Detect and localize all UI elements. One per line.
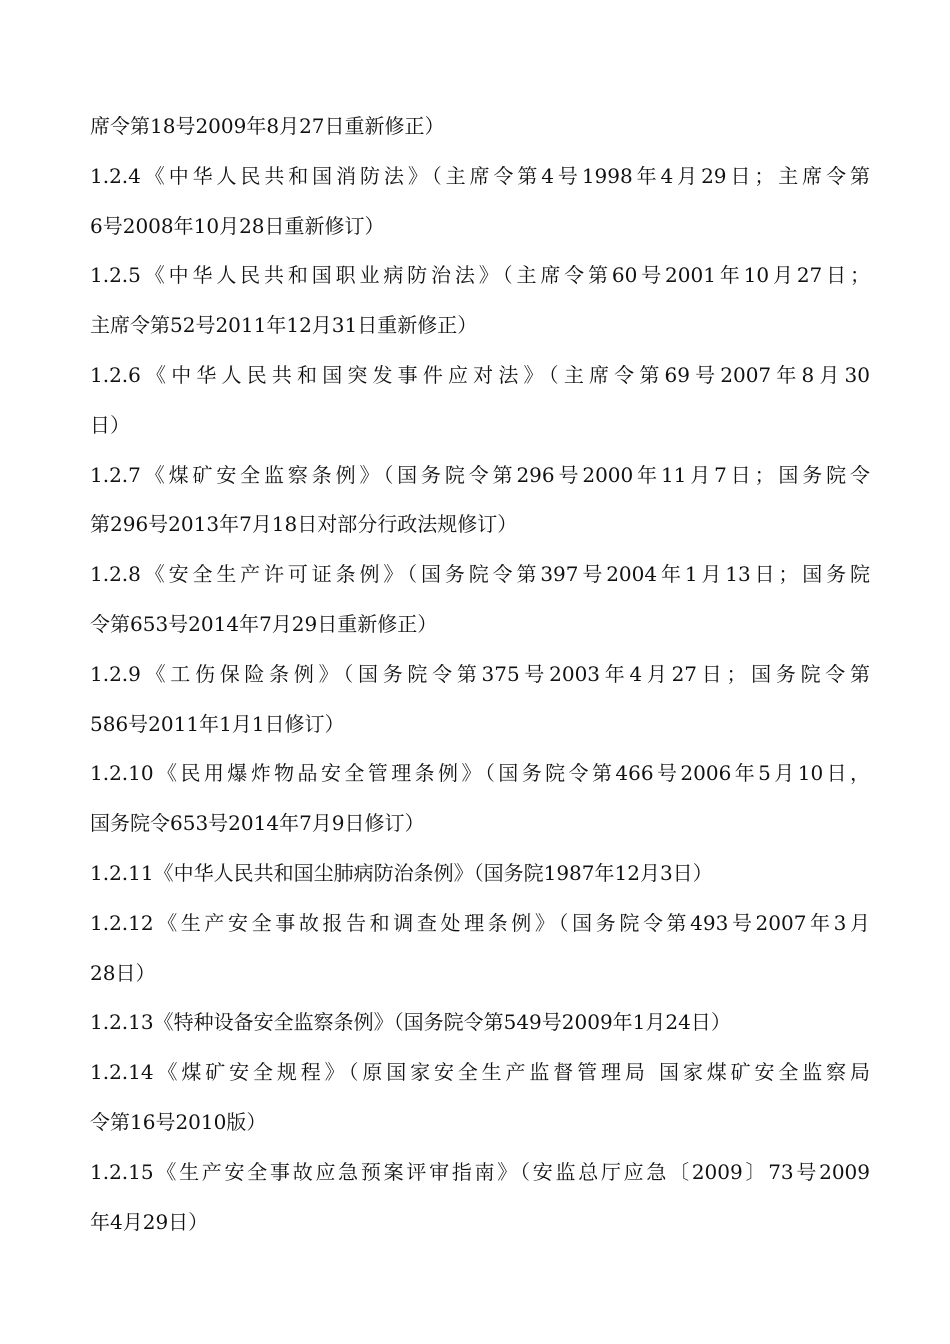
text-line-9: 第296号2013年7月18日对部分行政法规修订） [90,512,518,537]
document-body [90,102,870,1247]
text-line-13: 586号2011年1月1日修订） [90,711,345,736]
text-line-5: 主席令第52号2011年12月31日重新修正） [90,313,478,338]
text-line-11: 令第653号2014年7月29日重新修正） [90,611,438,636]
text-line-12: 1.2.9《工伤保险条例》（国务院令第375号2003年4月27日；国务院令第 [90,661,870,686]
text-line-23: 年4月29日） [90,1209,209,1234]
text-line-14: 1.2.10《民用爆炸物品安全管理条例》（国务院令第466号2006年5月10日， [90,761,870,786]
text-line-16: 1.2.11《中华人民共和国尘肺病防治条例》（国务院1987年12月3日） [90,860,713,885]
text-line-20: 1.2.14《煤矿安全规程》（原国家安全生产监督管理局 国家煤矿安全监察局 [90,1060,870,1085]
text-line-2: 1.2.4《中华人民共和国消防法》（主席令第4号1998年4月29日；主席令第 [90,163,870,188]
text-line-4: 1.2.5《中华人民共和国职业病防治法》（主席令第60号2001年10月27日； [90,263,870,288]
text-line-17: 1.2.12《生产安全事故报告和调查处理条例》（国务院令第493号2007年3月 [90,910,870,935]
text-line-6: 1.2.6《中华人民共和国突发事件应对法》（主席令第69号2007年8月30 [90,362,870,387]
text-line-10: 1.2.8《安全生产许可证条例》（国务院令第397号2004年1月13日；国务院 [90,562,870,587]
text-line-22: 1.2.15《生产安全事故应急预案评审指南》（安监总厅应急〔2009〕73号2009 [90,1159,870,1184]
text-line-21: 令第16号2010版） [90,1109,267,1134]
text-line-8: 1.2.7《煤矿安全监察条例》（国务院令第296号2000年11月7日；国务院令 [90,462,870,487]
text-line-15: 国务院令653号2014年7月9日修订） [90,811,425,836]
text-line-3: 6号2008年10月28日重新修订） [90,213,385,238]
text-line-19: 1.2.13《特种设备安全监察条例》（国务院令第549号2009年1月24日） [90,1010,731,1035]
text-line-1: 席令第18号2009年8月27日重新修正） [90,114,445,138]
text-line-18: 28日） [90,960,156,985]
text-line-7: 日） [90,412,130,437]
